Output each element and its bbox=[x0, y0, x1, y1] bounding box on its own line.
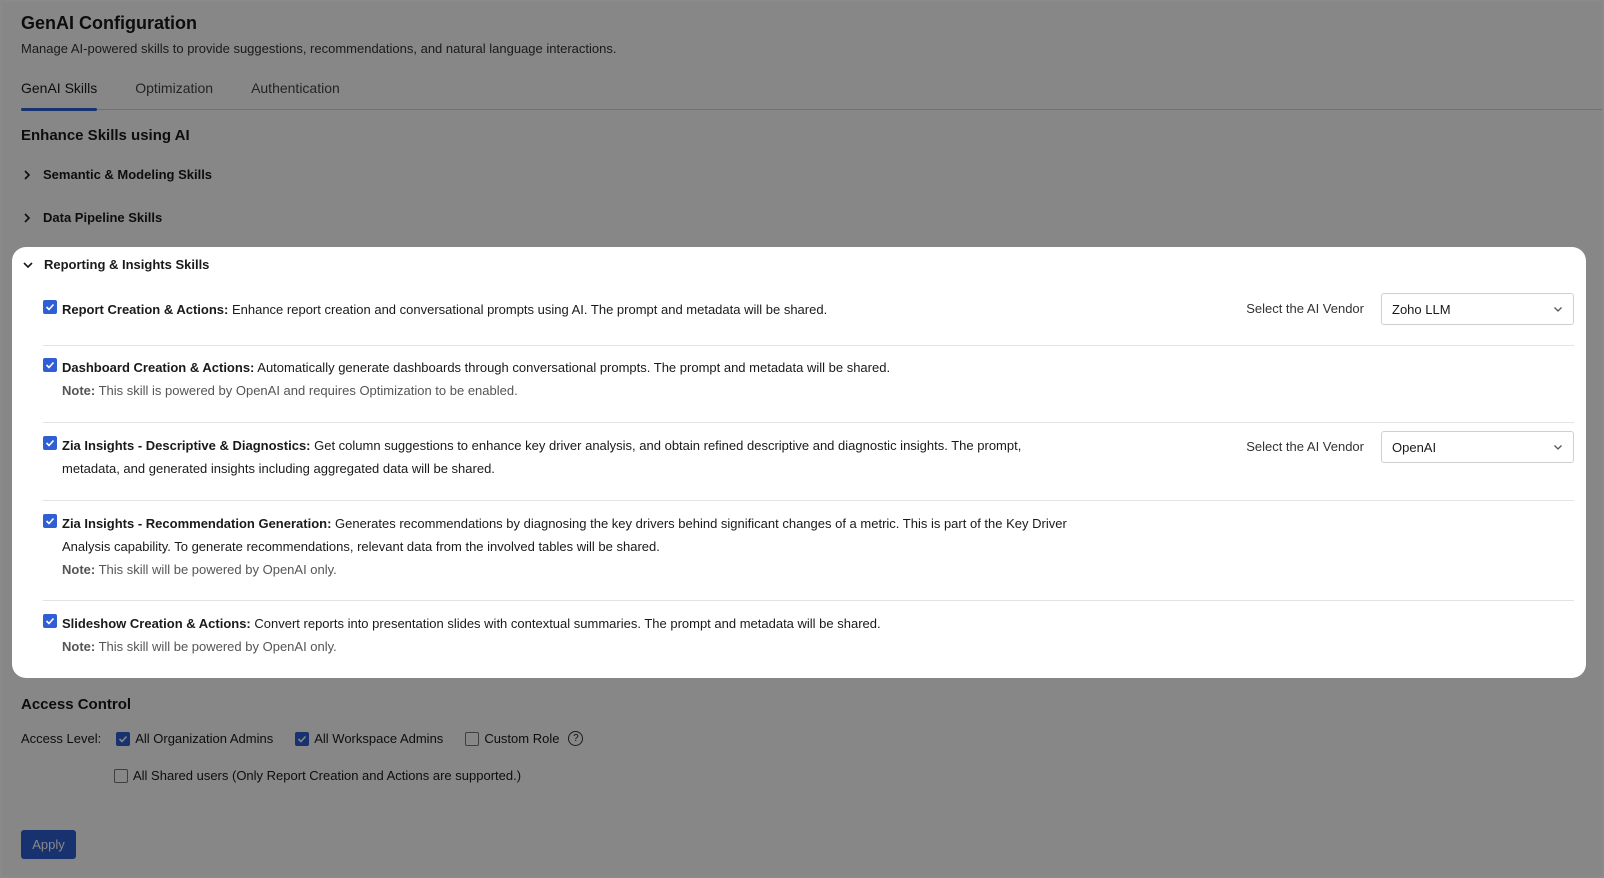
skill-slideshow-creation bbox=[43, 614, 1574, 674]
access-shared-row bbox=[114, 768, 543, 783]
access-org-admins[interactable] bbox=[116, 731, 273, 746]
skill-zia-descriptive bbox=[43, 436, 1574, 501]
checkbox-checked-icon[interactable] bbox=[43, 436, 57, 450]
note-label: Note: bbox=[62, 562, 96, 577]
chevron-right-icon bbox=[21, 212, 33, 224]
tab-optimization[interactable]: Optimization bbox=[135, 80, 214, 96]
access-level-row bbox=[21, 731, 605, 746]
access-option-label: All Organization Admins bbox=[135, 731, 274, 746]
skill-title: Zia Insights - Descriptive & Diagnostics: bbox=[62, 438, 311, 453]
group-label: Data Pipeline Skills bbox=[43, 210, 163, 225]
checkbox-unchecked-icon[interactable] bbox=[465, 732, 479, 746]
group-data-pipeline[interactable] bbox=[21, 210, 162, 225]
checkbox-checked-icon[interactable] bbox=[116, 732, 130, 746]
group-reporting-insights[interactable] bbox=[22, 257, 209, 272]
access-option-label: All Shared users (Only Report Creation and Actions are supported.) bbox=[133, 768, 522, 783]
checkbox-checked-icon[interactable] bbox=[295, 732, 309, 746]
vendor-select[interactable] bbox=[1381, 431, 1574, 463]
skill-dashboard-creation bbox=[43, 358, 1574, 423]
access-custom-role[interactable] bbox=[465, 731, 583, 746]
chevron-right-icon bbox=[21, 169, 33, 181]
skill-title: Report Creation & Actions: bbox=[62, 302, 229, 317]
vendor-label: Select the AI Vendor bbox=[1246, 301, 1364, 316]
note-label: Note: bbox=[62, 639, 96, 654]
vendor-select[interactable] bbox=[1381, 293, 1574, 325]
access-option-label: Custom Role bbox=[484, 731, 560, 746]
page-title: GenAI Configuration bbox=[21, 13, 197, 33]
skill-description bbox=[62, 298, 1072, 321]
note-label: Note: bbox=[62, 383, 96, 398]
skill-zia-recommendation bbox=[43, 514, 1574, 601]
skill-title: Slideshow Creation & Actions: bbox=[62, 616, 251, 631]
skill-desc: Automatically generate dashboards through conversational prompts. The prompt and metadata will be shared. bbox=[254, 360, 891, 375]
skill-desc: Generates recommendations by diagnosing the key drivers behind significant changes of a metric. This is part of the Key Driver Analysis capability. To generate recommendations, relevant data from the involved tables will be shared. bbox=[62, 516, 1067, 554]
page-subtitle: Manage AI-powered skills to provide suggestions, recommendations, and natural language interactions. bbox=[21, 41, 617, 56]
checkbox-checked-icon[interactable] bbox=[43, 300, 57, 314]
vendor-label: Select the AI Vendor bbox=[1246, 439, 1364, 454]
note-text: This skill will be powered by OpenAI only. bbox=[95, 639, 337, 654]
skill-title: Zia Insights - Recommendation Generation: bbox=[62, 516, 332, 531]
chevron-down-icon bbox=[1553, 440, 1563, 455]
checkbox-checked-icon[interactable] bbox=[43, 358, 57, 372]
skill-desc: Convert reports into presentation slides with contextual summaries. The prompt and metadata will be shared. bbox=[250, 616, 881, 631]
skill-note bbox=[62, 639, 337, 654]
tab-bar bbox=[21, 78, 1604, 110]
skill-description bbox=[62, 612, 1072, 658]
tab-genai-skills[interactable]: GenAI Skills bbox=[21, 78, 97, 110]
skill-title: Dashboard Creation & Actions: bbox=[62, 360, 255, 375]
apply-button[interactable]: Apply bbox=[21, 830, 76, 859]
access-level-label: Access Level: bbox=[21, 731, 102, 746]
skill-desc: Get column suggestions to enhance key driver analysis, and obtain refined descriptive and diagnostic insights. The prompt, metadata, and generated insights including aggregated data will be shared. bbox=[62, 438, 1022, 476]
skill-description bbox=[62, 512, 1072, 581]
skill-report-creation bbox=[43, 300, 1574, 346]
access-shared-users[interactable] bbox=[114, 768, 521, 783]
help-icon[interactable]: ? bbox=[568, 731, 583, 746]
skill-desc: Enhance report creation and conversational prompts using AI. The prompt and metadata will be shared. bbox=[228, 302, 828, 317]
access-workspace-admins[interactable] bbox=[295, 731, 443, 746]
skill-description bbox=[62, 434, 1072, 480]
vendor-value: OpenAI bbox=[1392, 439, 1437, 455]
tab-authentication[interactable]: Authentication bbox=[251, 80, 340, 96]
reporting-insights-card bbox=[12, 247, 1586, 678]
vendor-value: Zoho LLM bbox=[1392, 301, 1451, 317]
note-text: This skill is powered by OpenAI and requires Optimization to be enabled. bbox=[95, 383, 518, 398]
skill-note bbox=[62, 562, 337, 577]
enhance-skills-heading: Enhance Skills using AI bbox=[21, 127, 190, 144]
checkbox-checked-icon[interactable] bbox=[43, 514, 57, 528]
group-semantic-modeling[interactable] bbox=[21, 167, 212, 182]
access-control-heading: Access Control bbox=[21, 696, 132, 713]
note-text: This skill will be powered by OpenAI only. bbox=[95, 562, 337, 577]
checkbox-unchecked-icon[interactable] bbox=[114, 769, 128, 783]
access-option-label: All Workspace Admins bbox=[314, 731, 444, 746]
skill-description bbox=[62, 356, 1072, 402]
checkbox-checked-icon[interactable] bbox=[43, 614, 57, 628]
chevron-down-icon bbox=[22, 259, 34, 271]
chevron-down-icon bbox=[1553, 302, 1563, 317]
skill-note bbox=[62, 383, 518, 398]
group-label: Reporting & Insights Skills bbox=[44, 257, 210, 272]
group-label: Semantic & Modeling Skills bbox=[43, 167, 213, 182]
